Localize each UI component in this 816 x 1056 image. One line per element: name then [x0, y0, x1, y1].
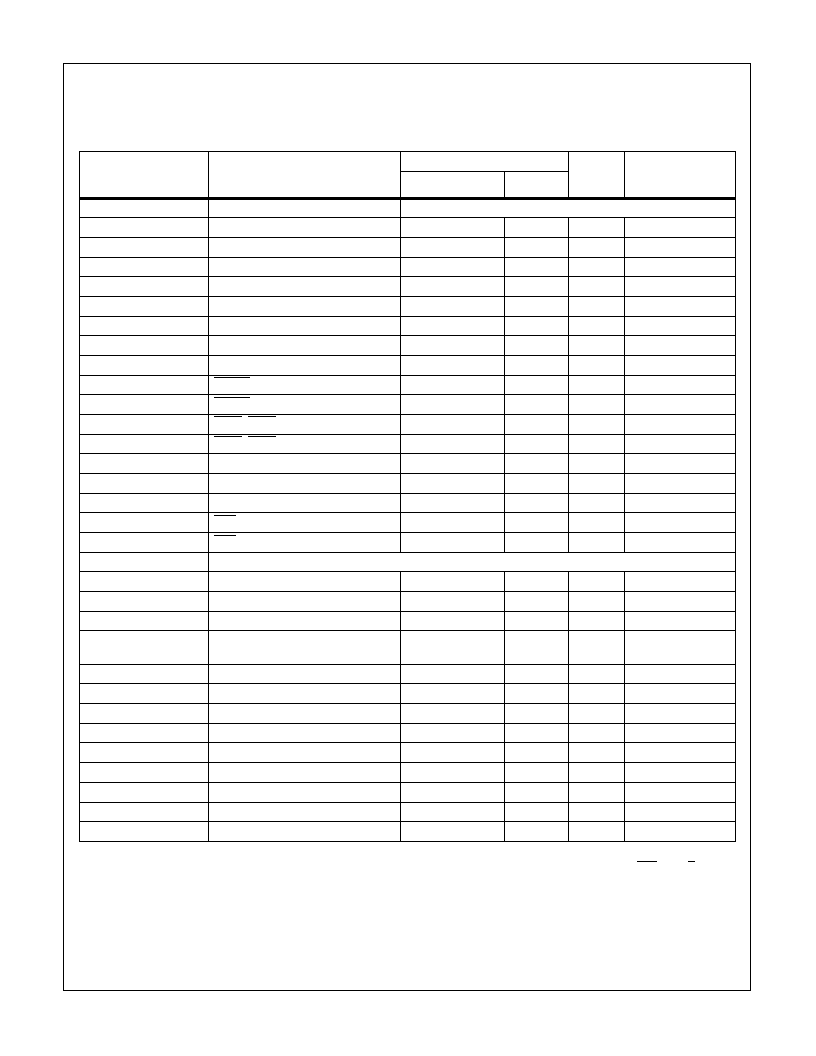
col-divider-4 — [568, 152, 569, 197]
col-divider-1 — [208, 152, 209, 841]
overbar — [637, 861, 657, 862]
row-line — [80, 414, 735, 415]
overbar — [214, 535, 236, 536]
overbar — [214, 515, 236, 516]
row-line — [80, 257, 735, 258]
row-line — [80, 217, 735, 218]
row-line — [80, 316, 735, 317]
overbar — [248, 416, 276, 417]
row-line — [80, 355, 735, 356]
row-line — [80, 571, 735, 572]
col-divider-3 — [504, 171, 505, 197]
overbar — [248, 436, 276, 437]
row-line — [80, 532, 735, 533]
row-line — [80, 512, 735, 513]
row-line — [80, 664, 735, 665]
row-line — [80, 335, 735, 336]
row-line — [80, 802, 735, 803]
col-divider-5b — [624, 217, 625, 552]
col-divider-2 — [400, 152, 401, 552]
row-line — [80, 394, 735, 395]
row-line — [80, 552, 735, 553]
overbar — [688, 861, 695, 862]
row-line — [80, 723, 735, 724]
col-divider-3b — [504, 217, 505, 552]
row-line — [80, 762, 735, 763]
overbar — [214, 436, 242, 437]
row-line — [80, 237, 735, 238]
spec-table — [79, 151, 736, 842]
row-line — [80, 375, 735, 376]
overbar — [214, 397, 250, 398]
row-line — [80, 782, 735, 783]
row-line — [80, 742, 735, 743]
col-divider-4b — [568, 217, 569, 552]
header-group-line — [400, 171, 568, 172]
row-line — [80, 821, 735, 822]
overbar — [214, 377, 250, 378]
row-line — [80, 453, 735, 454]
row-line — [80, 473, 735, 474]
row-line — [80, 611, 735, 612]
row-line — [80, 493, 735, 494]
row-line — [80, 434, 735, 435]
overbar — [214, 416, 242, 417]
col-divider-5 — [624, 152, 625, 197]
row-line — [80, 276, 735, 277]
row-line — [80, 296, 735, 297]
header-rule — [80, 197, 735, 200]
row-line — [80, 703, 735, 704]
row-line — [80, 591, 735, 592]
row-line — [80, 630, 735, 631]
row-line — [80, 683, 735, 684]
